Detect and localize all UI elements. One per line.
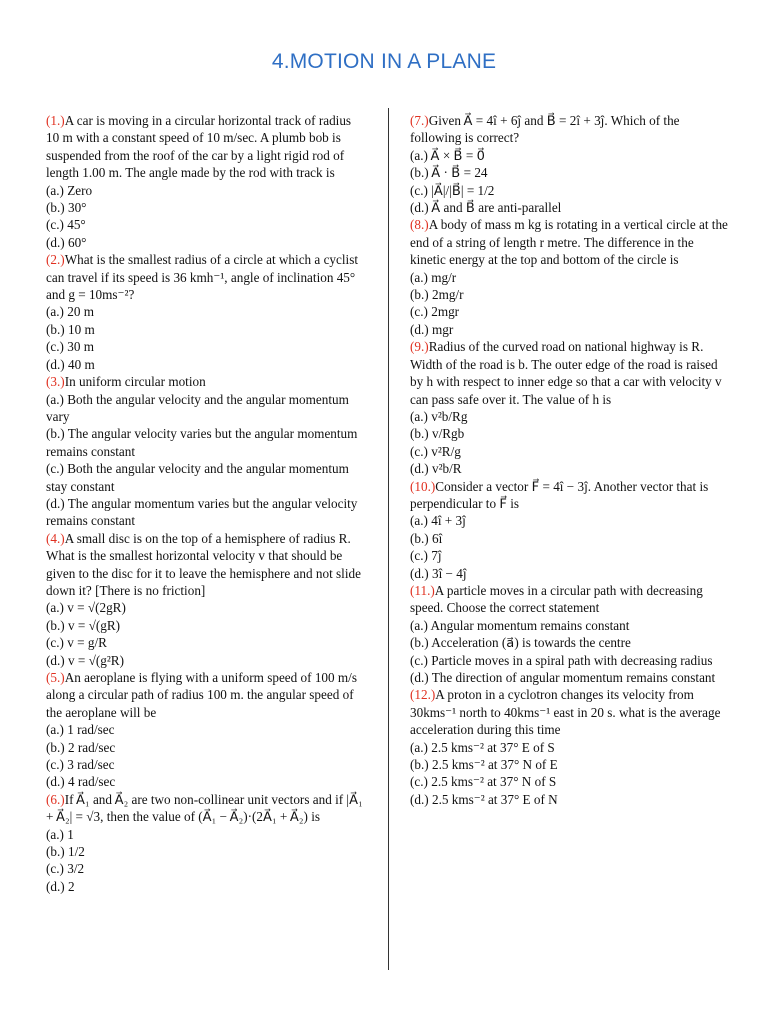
answer-option: (c.) |A⃗|/|B⃗| = 1/2 [410,182,495,198]
question-number: (1.) [46,113,65,128]
question-stem: A particle moves in a circular path with decreasing speed. Choose the correct statement [410,582,703,616]
answer-option: (d.) 40 m [46,356,95,372]
question-block [410,582,732,686]
answer-option: (a.) Angular momentum remains constant [410,617,630,633]
question-block [46,669,366,791]
question-number: (7.) [410,113,429,128]
answer-option: (d.) 4 rad/sec [46,774,116,790]
answer-option: (a.) 1 [46,826,74,842]
answer-option: (c.) Particle moves in a spiral path with decreasing radius [410,652,713,668]
answer-option: (d.) 60° [46,234,87,250]
question-number: (11.) [410,582,435,598]
question-number: (3.) [46,374,65,390]
answer-option: (c.) 3 rad/sec [46,757,115,773]
question-text [410,338,732,408]
question-number: (10.) [410,478,436,494]
answer-option: (c.) v²R/g [410,443,461,459]
answer-option: (b.) 1/2 [46,844,85,860]
question-text [410,112,732,147]
answer-option: (c.) 2.5 kms⁻² at 37° N of S [410,774,557,790]
answer-option: (d.) v²b/R [410,461,462,477]
answer-option: (d.) A⃗ and B⃗ are anti-parallel [410,200,562,216]
answer-option: (d.) The angular momentum varies but the angular velocity remains constant [46,495,358,529]
answer-option: (c.) v = g/R [46,635,107,651]
question-number: (5.) [46,670,65,685]
question-text [46,373,366,390]
answer-option: (a.) 4î + 3ĵ [410,513,466,529]
question-text [410,582,732,617]
question-stem: A proton in a cyclotron changes its velocity from 30kms⁻¹ north to 40kms⁻¹ east in 20 s. what is the average acceleration during this time [410,687,721,738]
question-text [410,686,732,738]
answer-option: (c.) 45° [46,217,86,233]
left-column [46,112,366,895]
question-block [46,791,366,895]
answer-option: (b.) 30° [46,200,87,216]
question-text [46,530,366,600]
answer-option: (a.) 1 rad/sec [46,722,115,738]
question-text [46,112,366,182]
question-stem: If A⃗₁ and A⃗₂ are two non-collinear unit vectors and if |A⃗₁ + A⃗₂| = √3, then the value of (A⃗₁ − A⃗₂)·(2A⃗₁ + A⃗₂) is [46,791,363,825]
answer-option: (b.) 6î [410,530,443,546]
question-block [410,216,732,338]
question-block [410,112,732,216]
question-stem: Given A⃗ = 4î + 6ĵ and B⃗ = 2î + 3ĵ. Which of the following is correct? [410,113,680,146]
answer-option: (b.) Acceleration (a⃗) is towards the centre [410,635,631,651]
answer-option: (c.) 7ĵ [410,548,442,564]
question-number: (6.) [46,791,65,807]
question-stem: An aeroplane is flying with a uniform speed of 100 m/s along a circular path of radius 100 m. the angular speed of the aeroplane will be [46,670,357,720]
answer-option: (c.) 3/2 [46,861,85,877]
right-column [410,112,732,808]
answer-option: (b.) 2.5 kms⁻² at 37° N of E [410,757,558,773]
question-number: (2.) [46,252,65,268]
question-block [46,373,366,530]
question-stem: A car is moving in a circular horizontal track of radius 10 m with a constant speed of 10 m/sec. A plumb bob is suspended from the roof of the car by a light rigid rod of length 1.00 m. The angle made by the rod with track is [46,113,352,181]
question-text [46,669,366,721]
answer-option: (d.) 2 [46,878,75,894]
question-stem: A small disc is on the top of a hemisphere of radius R. What is the smallest horizontal velocity v that should be given to the disc for it to leave the hemisphere and not slide down it? [There is no friction] [46,530,361,598]
question-block [46,251,366,373]
answer-option: (d.) v = √(g²R) [46,652,124,668]
question-stem: A body of mass m kg is rotating in a vertical circle at the end of a string of length r metre. The difference in the kinetic energy at the top and bottom of the circle is [410,217,728,268]
answer-option: (c.) Both the angular velocity and the angular momentum stay constant [46,461,349,494]
question-stem: Radius of the curved road on national highway is R. Width of the road is b. The outer edge of the road is raised by h with respect to inner edge so that a car with velocity v can pass safe over it. The value of h is [410,339,722,407]
answer-option: (a.) 20 m [46,304,94,320]
question-number: (9.) [410,339,429,355]
question-block [46,112,366,251]
question-stem: What is the smallest radius of a circle at which a cyclist can travel if its speed is 36 kmh⁻¹, angle of inclination 45° and g = 10ms⁻²? [46,252,359,303]
question-block [46,530,366,669]
question-stem: Consider a vector F⃗ = 4î − 3ĵ. Another vector that is perpendicular to F⃗ is [410,478,709,511]
answer-option: (d.) mgr [410,321,454,337]
question-number: (8.) [410,217,429,233]
answer-option: (c.) 30 m [46,339,94,355]
answer-option: (a.) 2.5 kms⁻² at 37° E of S [410,739,555,755]
answer-option: (b.) 10 m [46,321,95,337]
answer-option: (a.) Zero [46,182,93,198]
answer-option: (d.) 3î − 4ĵ [410,565,467,581]
question-number: (4.) [46,530,65,546]
answer-option: (d.) The direction of angular momentum remains constant [410,670,716,685]
question-number: (12.) [410,687,436,703]
question-block [410,338,732,477]
question-stem: In uniform circular motion [64,374,206,390]
answer-option: (c.) 2mgr [410,304,460,320]
answer-option: (a.) v²b/Rg [410,408,468,424]
question-text [410,216,732,268]
answer-option: (a.) v = √(2gR) [46,600,126,616]
answer-option: (b.) 2mg/r [410,287,464,303]
answer-option: (a.) A⃗ × B⃗ = 0⃗ [410,147,486,163]
answer-option: (a.) Both the angular velocity and the angular momentum vary [46,391,349,424]
answer-option: (b.) The angular velocity varies but the angular momentum remains constant [46,426,358,459]
question-block [410,478,732,582]
question-text [46,791,366,826]
question-text [46,251,366,303]
question-text [410,478,732,513]
answer-option: (a.) mg/r [410,269,457,285]
answer-option: (b.) A⃗ · B⃗ = 24 [410,165,488,181]
answer-option: (d.) 2.5 kms⁻² at 37° E of N [410,791,558,807]
question-block [410,686,732,808]
answer-option: (b.) 2 rad/sec [46,739,116,755]
answer-option: (b.) v = √(gR) [46,617,121,633]
answer-option: (b.) v/Rgb [410,426,465,442]
column-divider [388,108,389,970]
page-title: 4.MOTION IN A PLANE [271,50,497,73]
